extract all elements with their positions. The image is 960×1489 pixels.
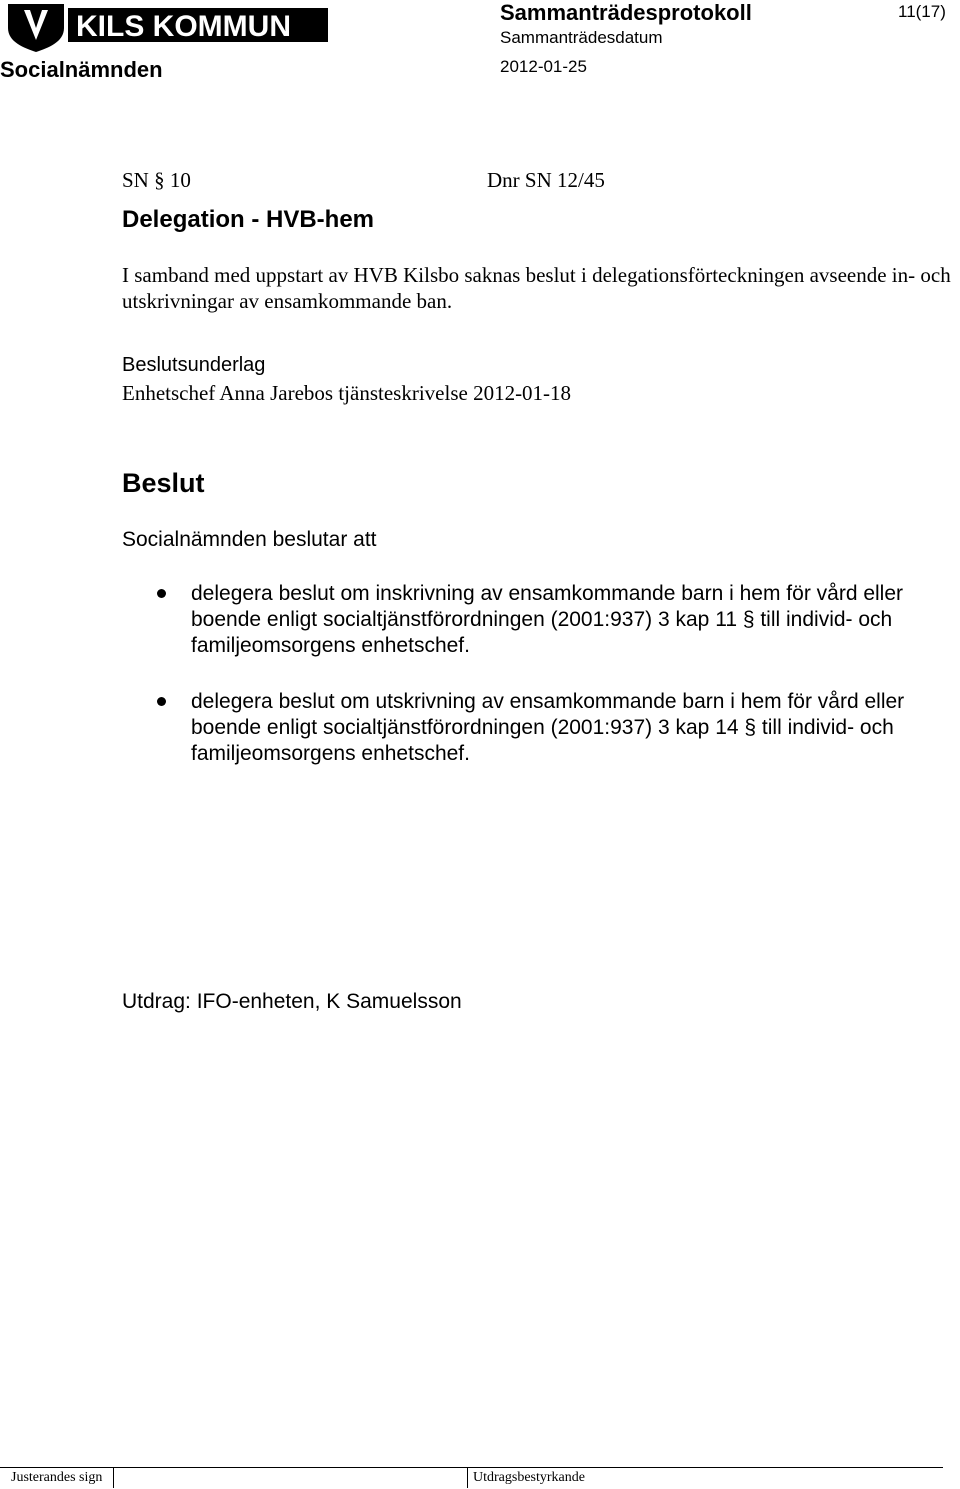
decision-item: delegera beslut om utskrivning av ensamkommande barn i hem för vård eller boende enligt socialtjänstförordningen (2001:937) 3 kap 14 § till individ- och familjeomsorgens enhetschef. <box>191 690 905 765</box>
meeting-date-label: Sammanträdesdatum <box>500 28 663 47</box>
diary-number: Dnr SN 12/45 <box>487 168 605 192</box>
kils-kommun-logo <box>4 2 328 52</box>
item-reference: SN § 10 <box>122 168 191 192</box>
bullet-dot <box>157 697 166 706</box>
decision-heading: Beslut <box>122 468 205 498</box>
page-number: 11(17) <box>898 2 946 21</box>
certification-label: Utdragsbestyrkande <box>473 1470 585 1485</box>
committee-name: Socialnämnden <box>0 57 163 82</box>
extract-distribution: Utdrag: IFO-enheten, K Samuelsson <box>122 990 462 1013</box>
decision-item: delegera beslut om inskrivning av ensamkommande barn i hem för vård eller boende enligt socialtjänstförordningen (2001:937) 3 kap 11 § till individ- och familjeomsorgens enhetschef. <box>191 582 904 657</box>
protocol-title: Sammanträdesprotokoll <box>500 0 752 25</box>
footer-divider <box>0 1467 943 1468</box>
item-heading: Delegation - HVB-hem <box>122 206 375 233</box>
decision-intro: Socialnämnden beslutar att <box>122 528 377 551</box>
footer-column-divider <box>113 1468 114 1488</box>
basis-label: Beslutsunderlag <box>122 354 266 376</box>
meeting-date: 2012-01-25 <box>500 57 587 76</box>
basis-text: Enhetschef Anna Jarebos tjänsteskrivelse 2012-01-18 <box>122 381 572 405</box>
intro-paragraph: I samband med uppstart av HVB Kilsbo saknas beslut i delegationsförteckningen avseende in- och utskrivningar av ensamkommande ban. <box>122 263 951 313</box>
footer-column-divider <box>467 1468 468 1488</box>
bullet-dot <box>157 589 166 598</box>
svg-text:KILS KOMMUN: KILS KOMMUN <box>76 10 291 43</box>
signature-label: Justerandes sign <box>11 1470 103 1485</box>
